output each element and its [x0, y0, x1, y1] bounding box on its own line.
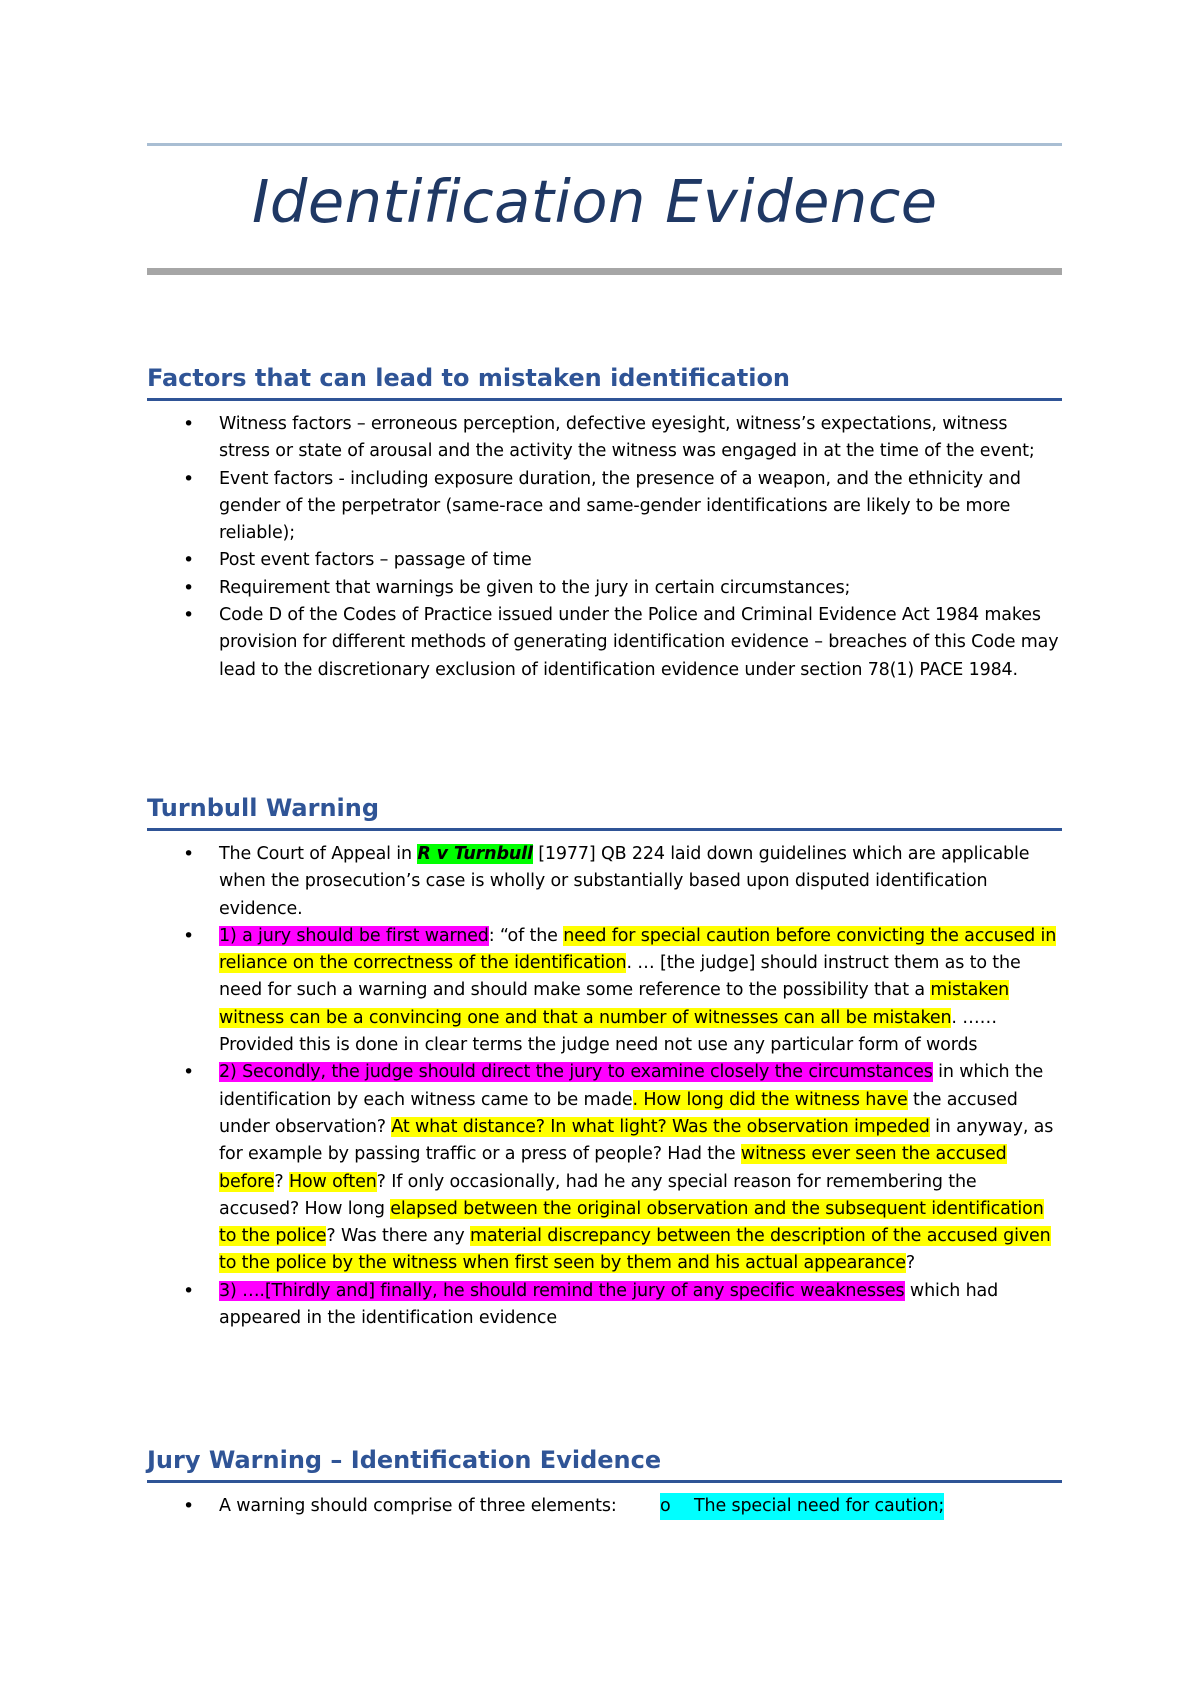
- highlight-yellow: elapsed between the original observation and the subsequent identification to the police: [219, 1198, 1044, 1247]
- text: The special need for caution;: [694, 1496, 945, 1516]
- text: . … [the judge] should instruct them as to the need for such a warning and should make some reference to the possibility that a: [219, 953, 1021, 1001]
- title-top-rule: [147, 143, 1062, 146]
- section-heading-turnbull: Turnbull Warning: [147, 792, 1062, 831]
- text: in anyway, as for example by passing traffic or a press of people? Had the: [219, 1116, 1054, 1165]
- list-item: [147, 1493, 1062, 1520]
- text: A warning should comprise of three elements:: [219, 1496, 617, 1516]
- text: ? If only occasionally, had he any special reason for remembering the accused? How long: [219, 1171, 977, 1219]
- section-heading-factors: Factors that can lead to mistaken identification: [147, 362, 1062, 401]
- title-bottom-rule: [147, 268, 1062, 275]
- text: ?: [274, 1171, 289, 1192]
- section-turnbull-warning: [147, 792, 1062, 1332]
- highlight-yellow: witness ever seen the accused before: [219, 1144, 1007, 1192]
- list-item: • Witness factors – erroneous perception, defective eyesight, witness’s expectations, witness stress or state of arousal and the activity the witness was engaged in at the time of the event;: [147, 411, 1062, 466]
- text: which had appeared in the identification evidence: [219, 1280, 999, 1329]
- highlight-magenta: 1) a jury should be first warned: [219, 925, 489, 946]
- sub-bullet-marker: o: [660, 1496, 671, 1516]
- text: ?: [905, 1253, 915, 1274]
- list-item: • Requirement that warnings be given to the jury in certain circumstances;: [147, 575, 1062, 602]
- text: ? Was there any: [326, 1226, 471, 1247]
- list-item: • Event factors - including exposure duration, the presence of a weapon, and the ethnicity and gender of the perpetrator (same-race and same-gender identifications are likely to be more reliable);: [147, 466, 1062, 548]
- list-item: • Code D of the Codes of Practice issued under the Police and Criminal Evidence Act 1984 makes provision for different methods of generating identification evidence – breaches of this Code may lead to the discretionary exclusion of identification evidence under section 78(1) PACE 1984.: [147, 602, 1062, 684]
- factors-list: [147, 411, 1062, 684]
- list-item: [147, 1059, 1062, 1277]
- highlight-yellow: need for special caution before convicting the accused in reliance on the correctness of the identification: [219, 925, 1057, 974]
- case-name-r-v-turnbull: R v Turnbull: [417, 844, 533, 864]
- list-item: [147, 923, 1062, 1059]
- text: the accused under observation?: [219, 1089, 1018, 1137]
- text: [1977] QB 224 laid down guidelines which are applicable when the prosecution’s case is wholly or substantially based upon disputed identification evidence.: [219, 844, 1030, 919]
- list-item: [147, 841, 1062, 923]
- text: in which the identification by each witness came to be made: [219, 1062, 1044, 1110]
- sub-list-item: [660, 1493, 944, 1520]
- text: The Court of Appeal in: [219, 844, 418, 864]
- highlight-yellow: How often: [288, 1171, 377, 1192]
- list-item: [147, 1278, 1062, 1333]
- jury-warning-list: [147, 1493, 1062, 1520]
- text: . ……Provided this is done in clear terms the judge need not use any particular form of words: [219, 1007, 997, 1056]
- highlight-yellow: At what distance? In what light? Was the observation impeded: [391, 1116, 930, 1137]
- document-title: Identification Evidence: [252, 167, 938, 236]
- highlight-yellow: mistaken witness can be a convincing one and that a number of witnesses can all be mistaken: [219, 980, 1010, 1028]
- list-item: • Post event factors – passage of time: [147, 547, 1062, 574]
- section-jury-warning: [147, 1444, 1062, 1520]
- section-heading-jury-warning: Jury Warning – Identification Evidence: [147, 1444, 1062, 1483]
- highlight-magenta: 3) ….[Thirdly and] finally, he should remind the jury of any specific weaknesses: [219, 1280, 905, 1301]
- highlight-magenta: 2) Secondly, the judge should direct the jury to examine closely the circumstances: [219, 1062, 933, 1083]
- turnbull-list: [147, 841, 1062, 1332]
- highlight-yellow: material discrepancy between the description of the accused given to the police by the witness when first seen by them and his actual appearance: [219, 1226, 1051, 1274]
- highlight-yellow: . How long did the witness have: [632, 1089, 908, 1110]
- section-mistaken-identification: [147, 362, 1062, 684]
- text: : “of the: [488, 925, 564, 946]
